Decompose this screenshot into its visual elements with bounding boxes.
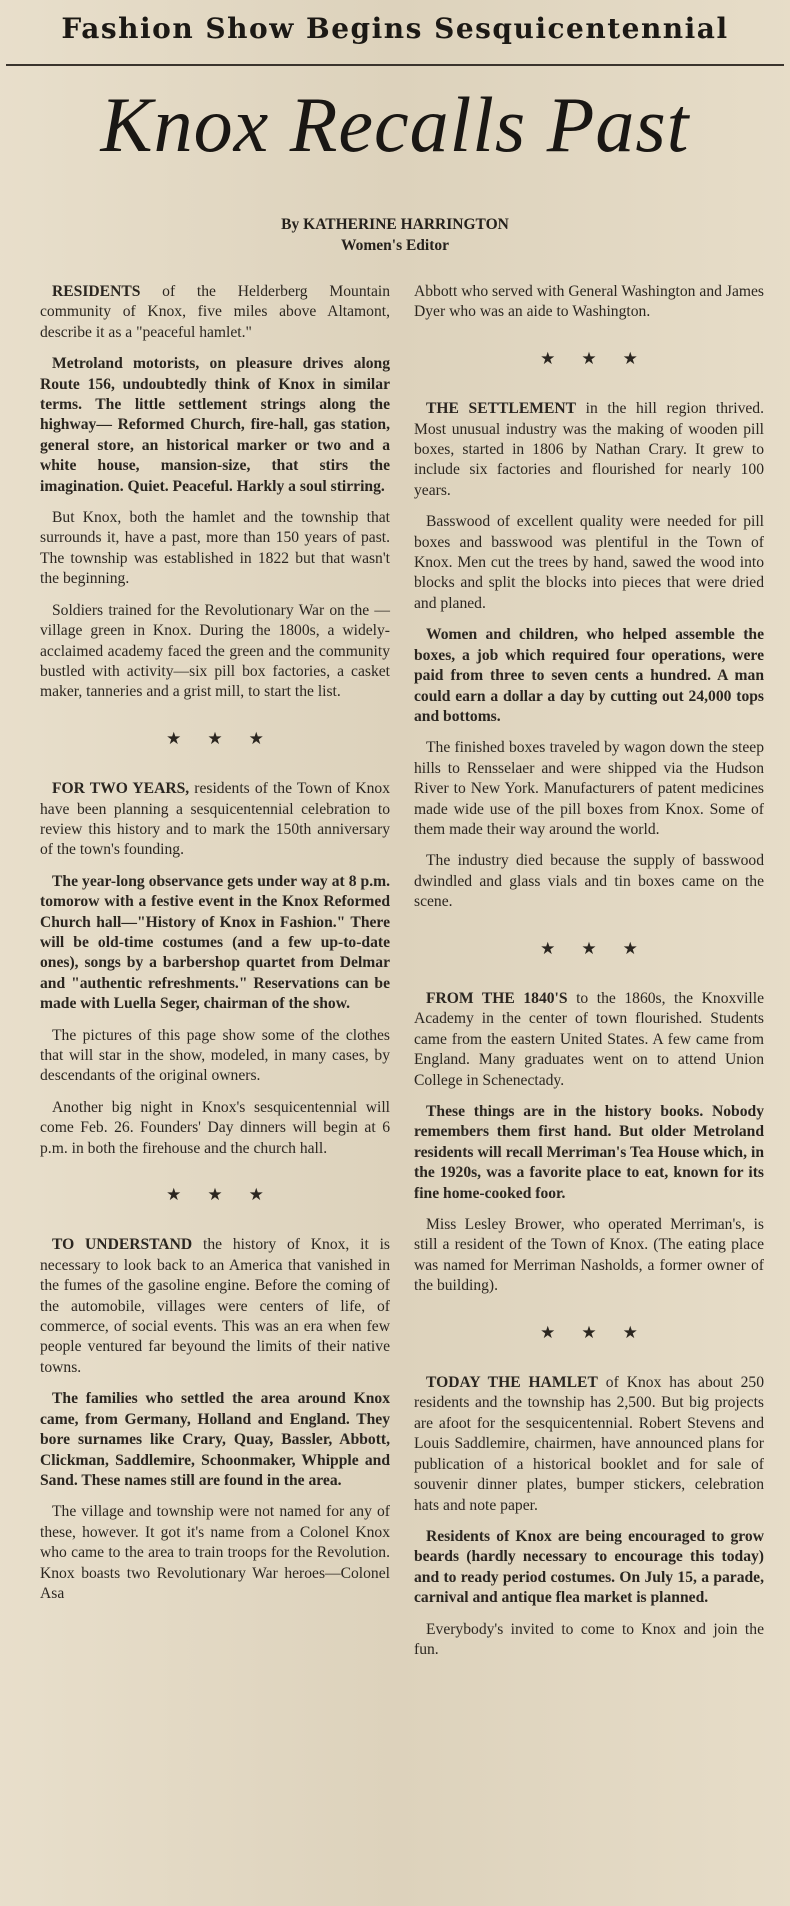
section-divider-stars [40,1185,390,1205]
article-paragraph [40,1502,390,1604]
paragraph-lead-in: RESIDENTS [52,283,141,300]
star-icon: ★ [540,1322,582,1342]
article-paragraph [414,1373,764,1516]
article-paragraph [40,1098,390,1159]
paragraph-text: of the Helderberg Mountain community of Knox, five miles above Altamont, describe it as a "peaceful hamlet." [40,283,390,341]
article-paragraph [414,1102,764,1204]
paragraph-text: The industry died because the supply of basswood dwindled and glass vials and tin boxes came on the scene. [414,852,764,911]
star-icon: ★ [540,938,582,958]
main-headline: Knox Recalls Past [100,81,690,168]
byline-title: Women's Editor [340,237,450,254]
section-divider-stars [40,729,390,749]
article-paragraph [40,508,390,590]
star-icon: ★ [581,938,623,958]
paragraph-text: Metroland motorists, on pleasure drives along Route 156, undoubtedly think of Knox in similar terms. The little settlement strings along the highway— Reformed Church, fire-hall, gas station, general store, an historical marker or two and a white house, mansion-size, that stirs the imagination. Quiet. Peaceful. Harkly a soul stirring. [40,355,390,495]
paragraph-text: Everybody's invited to come to Knox and join the fun. [414,1620,764,1658]
article-column-right [414,282,764,1671]
paragraph-lead-in: FROM THE 1840'S [426,989,568,1007]
kicker-headline: Fashion Show Begins Sesquicentennial [61,12,729,45]
paragraph-text: in the hill region thrived. Most unusual industry was the making of wooden pill boxes, started in 1806 by Nathan Crary. It grew to include six factories and flourished for nearly 100 years. [414,400,764,499]
article-paragraph [40,1026,390,1087]
article-paragraph [414,625,764,727]
paragraph-lead-in: FOR TWO YEARS, [52,780,190,798]
paragraph-text: Miss Lesley Brower, who operated Merriman's, is still a resident of the Town of Knox. (The eating place was named for Merriman Nasholds, a former owner of the building). [414,1216,764,1295]
paragraph-text: Soldiers trained for the Revolutionary War on the — village green in Knox. During the 1800s, a widely-acclaimed academy faced the green and the community bustled with activity—six pill box factories, a casket maker, tanneries and a grist mill, to start the list. [40,601,390,701]
paragraph-text: The year-long observance gets under way at 8 p.m. tomorow with a festive event in the Knox Reformed Church hall—"History of Knox in Fashion." There will be old-time costumes (and a few up-to-date ones), songs by a barbershop quartet from Delmar and "authentic refreshments." Reservations can be made with Luella Seger, chairman of the show. [40,872,390,1013]
paragraph-text: The village and township were not named for any of these, however. It got it's name from a Colonel Knox who came to the area to train troops for the Revolution. Knox boasts two Revolutionary War heroes—Colonel Asa [40,1503,390,1602]
byline [0,214,790,256]
section-divider-stars [414,939,764,959]
paragraph-lead-in: TODAY THE HAMLET [426,1374,598,1392]
paragraph-lead-in: TO UNDERSTAND [52,1236,193,1254]
article-paragraph [414,1527,764,1609]
star-icon: ★ [248,1185,290,1205]
article-paragraph [40,1235,390,1378]
paragraph-text: The finished boxes traveled by wagon down the steep hills to Rensselaer and were shipped via the Hudson River to New York. Manufacturers of patent medicines made wide use of the pill boxes from Knox. Some of them made their way around the world. [414,739,764,838]
article-paragraph [414,399,764,501]
star-icon: ★ [581,348,623,368]
paragraph-text: Basswood of excellent quality were needed for pill boxes and basswood was plentiful in the Town of Knox. Men cut the trees by hand, sawed the wood into blocks and split the blocks into pieces that were dried and planed. [414,513,764,612]
article-paragraph [40,779,390,861]
star-icon: ★ [622,938,664,958]
paragraph-text: The pictures of this page show some of the clothes that will star in the show, modeled, in many cases, by descendants of the original owners. [40,1026,390,1085]
paragraph-text: the history of Knox, it is necessary to look back to an America that vanished in the fumes of the gasoline engine. Before the coming of the automobile, villages were centers of life, of commerce, of social events. This was an era when few people ventured far beyound the limits of their native towns. [40,1236,390,1376]
article-paragraph [40,1389,390,1491]
paragraph-lead-in: THE SETTLEMENT [426,400,577,418]
article-paragraph [40,872,390,1015]
paragraph-text: But Knox, both the hamlet and the township that surrounds it, have a past, more than 150 years of past. The township was established in 1822 but that wasn't the beginning. [40,509,390,588]
article-paragraph [414,1215,764,1297]
byline-author: By KATHERINE HARRINGTON [281,216,509,233]
star-icon: ★ [166,1185,208,1205]
article-paragraph [414,282,764,323]
article-paragraph [40,354,390,497]
paragraph-text: residents of the Town of Knox have been planning a sesquicentennial celebration to review this history and to mark the 150th anniversary of the town's founding. [40,780,390,859]
star-icon: ★ [207,1185,249,1205]
star-icon: ★ [622,1322,664,1342]
star-icon: ★ [540,348,582,368]
headline-rule [6,64,784,66]
paragraph-text: to the 1860s, the Knoxville Academy in the center of town flourished. Students came from the eastern United States. A few came from England. Many graduates went on to attend Union College in Schenectady. [414,989,764,1089]
star-icon: ★ [248,728,290,748]
article-paragraph [414,989,764,1091]
paragraph-text: Residents of Knox are being encouraged to grow beards (hardly necessary to encourage this today) and to ready period costumes. On July 15, a parade, carnival and antique flea market is planned. [414,1527,764,1607]
article-paragraph [414,738,764,840]
section-divider-stars [414,1323,764,1343]
paragraph-text: The families who settled the area around Knox came, from Germany, Holland and England. They bore surnames like Crary, Quay, Bassler, Abbott, Clickman, Saddlemire, Schoonmaker, Whipple and Sand. These names still are found in the area. [40,1390,390,1489]
article-column-left [40,282,390,1615]
section-divider-stars [414,349,764,369]
paragraph-text: Another big night in Knox's sesquicentennial will come Feb. 26. Founders' Day dinners will begin at 6 p.m. in both the firehouse and the church hall. [40,1098,390,1157]
star-icon: ★ [166,728,208,748]
paragraph-text: of Knox has about 250 residents and the township has 2,500. But big projects are afoot for the sesquicentennial. Robert Stevens and Louis Saddlemire, chairmen, have announced plans for publication of a historical booklet and for sale of souvenir dinner plates, bumper stickers, celebration hats and note paper. [414,1374,764,1514]
paragraph-text: Abbott who served with General Washington and James Dyer who was an aide to Washington. [414,283,764,321]
paragraph-text: These things are in the history books. Nobody remembers them first hand. But older Metroland residents will recall Merriman's Tea House which, in the 1920s, was a favorite place to eat, known for its fine home-cooked foor. [414,1103,764,1202]
paragraph-text: Women and children, who helped assemble the boxes, a job which required four operations, were paid from three to seven cents a hundred. A man could earn a dollar a day by cutting out 24,000 tops and bottoms. [414,626,764,725]
star-icon: ★ [207,728,249,748]
article-paragraph [40,601,390,703]
star-icon: ★ [581,1322,623,1342]
article-paragraph [414,1620,764,1661]
article-paragraph [40,282,390,343]
article-paragraph [414,512,764,614]
star-icon: ★ [622,348,664,368]
article-paragraph [414,851,764,912]
